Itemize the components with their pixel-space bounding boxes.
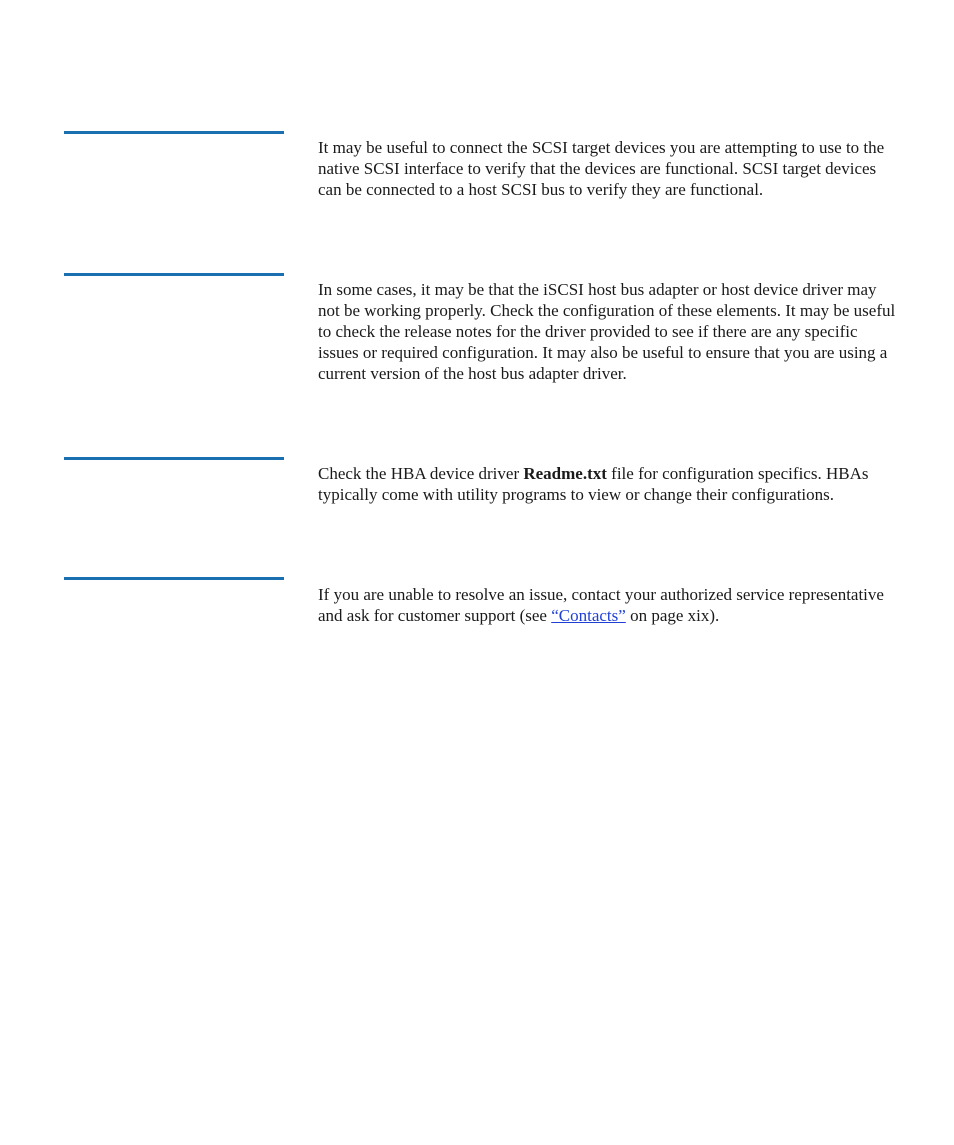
paragraph-hba-driver — [318, 279, 898, 384]
section-rule-3 — [64, 457, 284, 460]
readme-filename: Readme.txt — [523, 464, 607, 483]
paragraph-text-after: on page xix). — [625, 606, 720, 625]
paragraph-text-before: If you are unable to resolve an issue, contact your authorized service representative and ask for customer support (see — [318, 585, 884, 625]
paragraph-text-before: Check the HBA device driver — [318, 464, 524, 483]
section-rule-2 — [64, 273, 284, 276]
paragraph-text-after: file for configuration specifics. HBAs typically come with utility programs to view or change their configurations. — [318, 464, 869, 504]
paragraph-support — [318, 584, 908, 626]
paragraph-text: It may be useful to connect the SCSI target devices you are attempting to use to the native SCSI interface to verify that the devices are functional. SCSI target devices can be connected to a host SCSI bus to verify they are functional. — [318, 138, 885, 199]
paragraph-text: In some cases, it may be that the iSCSI host bus adapter or host device driver may not be working properly. Check the configuration of these elements. It may be useful to check the release notes for the driver provided to see if there are any specific issues or required configuration. It may also be useful to ensure that you are using a current version of the host bus adapter driver. — [318, 280, 896, 383]
section-rule-4 — [64, 577, 284, 580]
paragraph-readme — [318, 463, 898, 505]
contacts-link[interactable]: “Contacts” — [551, 606, 626, 625]
paragraph-native-scsi — [318, 137, 898, 200]
section-rule-1 — [64, 131, 284, 134]
